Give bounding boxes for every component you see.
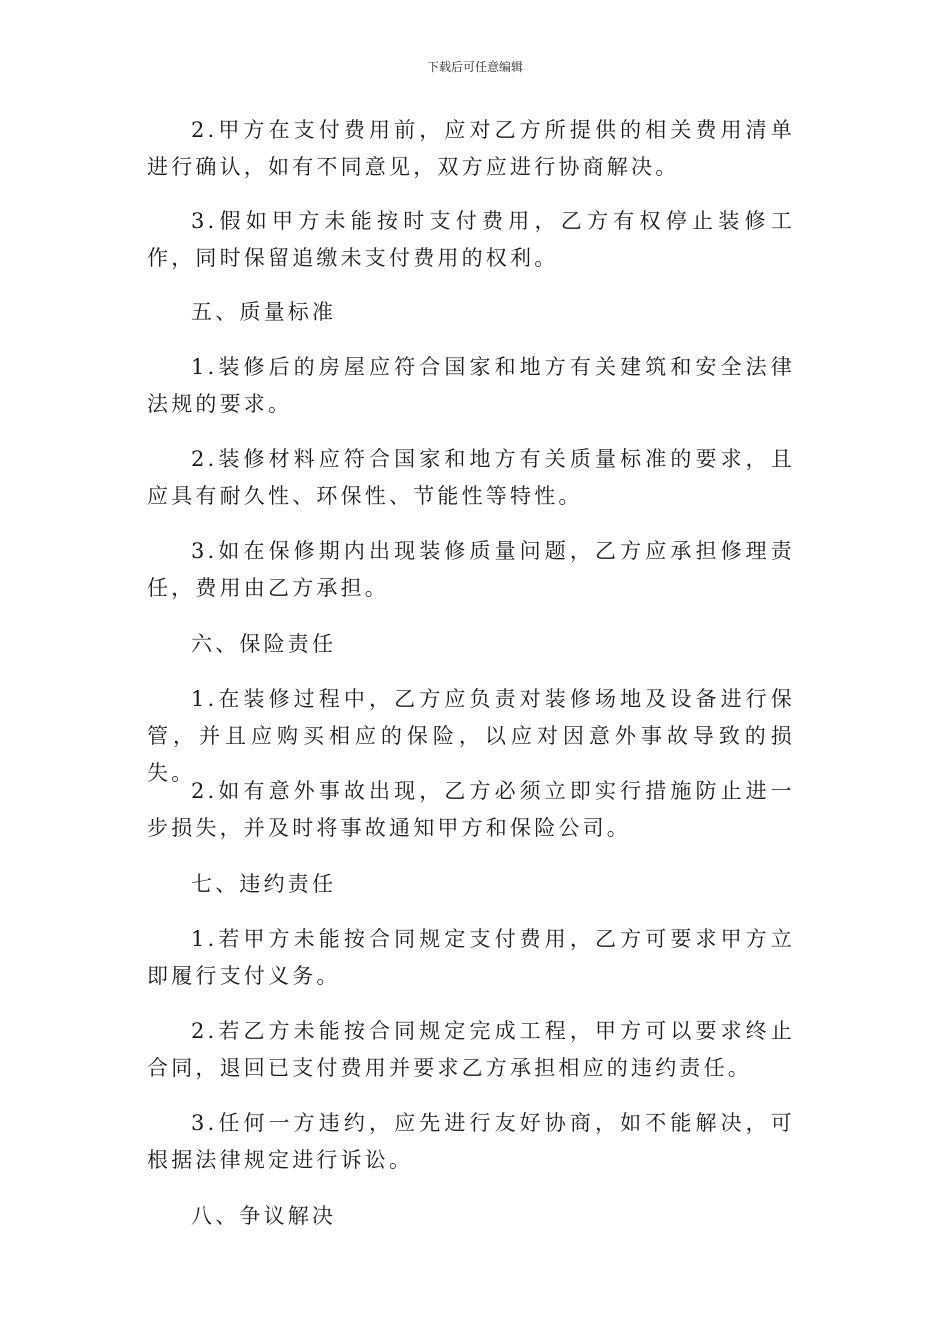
page-header-note: 下载后可任意编辑 [426,60,523,74]
clause-breach-3: 3.任何一方违约，应先进行友好协商，如不能解决，可根据法律规定进行诉讼。 [147,1111,795,1172]
section-heading-insurance: 六、保险责任 [191,632,337,656]
section-heading-quality: 五、质量标准 [191,300,337,324]
clause-quality-3: 3.如在保修期内出现装修质量问题，乙方应承担修理责任，费用由乙方承担。 [147,539,795,600]
clause-insurance-1: 1.在装修过程中，乙方应负责对装修场地及设备进行保管，并且应购买相应的保险，以应对因意外事故导致的损失。 [147,687,795,785]
clause-insurance-2: 2.如有意外事故出现，乙方必须立即实行措施防止进一步损失，并及时将事故通知甲方和保险公司。 [147,779,795,840]
section-heading-breach: 七、违约责任 [191,872,337,896]
clause-quality-1: 1.装修后的房屋应符合国家和地方有关建筑和安全法律法规的要求。 [147,355,795,416]
section-heading-dispute: 八、争议解决 [191,1204,337,1228]
clause-payment-3: 3.假如甲方未能按时支付费用，乙方有权停止装修工作，同时保留追缴未支付费用的权利。 [147,209,795,270]
clause-payment-2: 2.甲方在支付费用前，应对乙方所提供的相关费用清单进行确认，如有不同意见，双方应进行协商解决。 [147,118,795,179]
clause-breach-2: 2.若乙方未能按合同规定完成工程，甲方可以要求终止合同，退回已支付费用并要求乙方承担相应的违约责任。 [147,1019,795,1080]
clause-quality-2: 2.装修材料应符合国家和地方有关质量标准的要求，且应具有耐久性、环保性、节能性等特性。 [147,447,795,508]
clause-breach-1: 1.若甲方未能按合同规定支付费用，乙方可要求甲方立即履行支付义务。 [147,927,795,988]
